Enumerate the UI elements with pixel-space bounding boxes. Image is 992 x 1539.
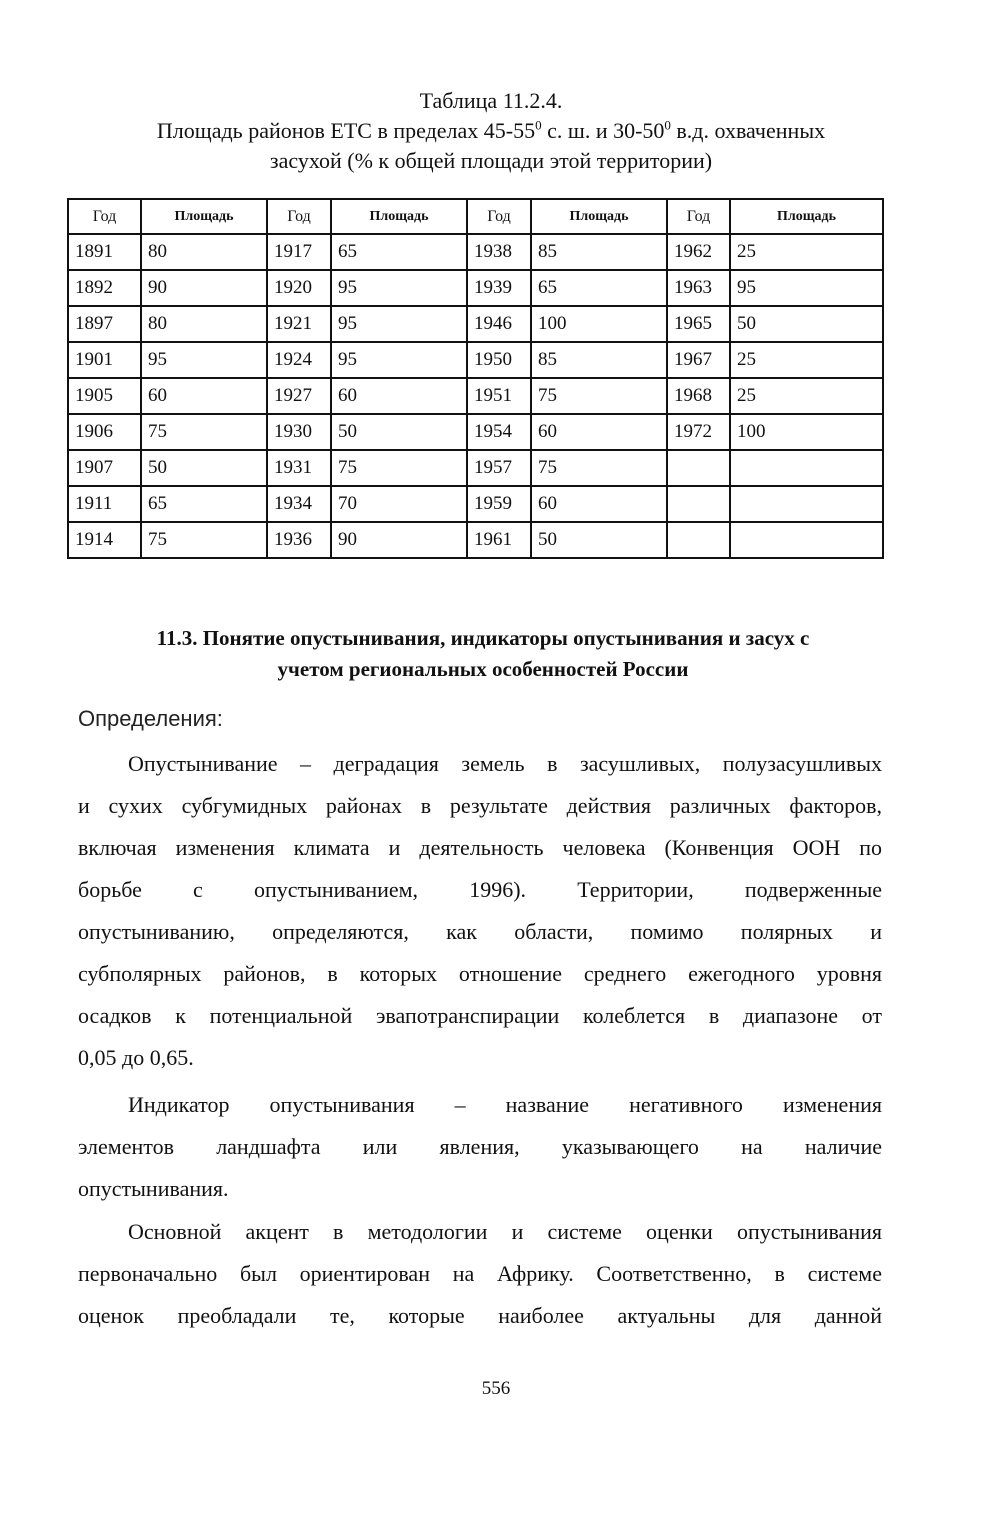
text-line: первоначально был ориентирован на Африку. Соответственно, в системе	[78, 1261, 882, 1286]
text-line: включая изменения климата и деятельность человека (Конвенция ООН по	[78, 835, 882, 860]
text-line: оценок преобладали те, которые наиболее актуальны для данной	[78, 1303, 882, 1328]
year-cell: 1931	[267, 450, 331, 486]
area-cell: 80	[141, 306, 267, 342]
drought-area-table	[67, 198, 884, 559]
text-line: Индикатор опустынивания – название негативного изменения	[128, 1092, 882, 1117]
year-cell: 1906	[68, 414, 141, 450]
year-cell: 1938	[467, 234, 531, 270]
table-row	[68, 270, 883, 306]
year-cell: 1905	[68, 378, 141, 414]
header-area: Площадь	[730, 199, 883, 234]
year-cell: 1892	[68, 270, 141, 306]
section-heading-line-2: учетом региональных особенностей России	[277, 657, 689, 681]
year-cell: 1934	[267, 486, 331, 522]
text-line: Основной акцент в методологии и системе оценки опустынивания	[128, 1219, 882, 1244]
paragraph-desertification	[78, 743, 882, 1079]
header-year: Год	[467, 199, 531, 234]
area-cell: 95	[331, 306, 467, 342]
area-cell: 95	[730, 270, 883, 306]
table-body	[68, 234, 883, 558]
text-line: борьбе с опустыниванием, 1996). Территории, подверженные	[78, 877, 882, 902]
table-row	[68, 342, 883, 378]
page-number: 556	[481, 1378, 511, 1399]
header-area: Площадь	[141, 199, 267, 234]
year-cell: 1930	[267, 414, 331, 450]
year-cell: 1972	[667, 414, 730, 450]
header-year: Год	[267, 199, 331, 234]
area-cell: 65	[531, 270, 667, 306]
text-line: 0,05 до 0,65.	[78, 1045, 194, 1070]
year-cell: 1946	[467, 306, 531, 342]
table-row	[68, 414, 883, 450]
year-cell: 1959	[467, 486, 531, 522]
year-cell: 1917	[267, 234, 331, 270]
area-cell: 25	[730, 378, 883, 414]
year-cell	[667, 450, 730, 486]
year-cell: 1921	[267, 306, 331, 342]
table-row	[68, 450, 883, 486]
year-cell: 1914	[68, 522, 141, 558]
area-cell	[730, 522, 883, 558]
year-cell: 1961	[467, 522, 531, 558]
text-line: опустыниванию, определяются, как области, помимо полярных и	[78, 919, 882, 944]
area-cell: 90	[141, 270, 267, 306]
area-cell: 95	[141, 342, 267, 378]
table-title-line-2: засухой (% к общей площади этой территории)	[269, 148, 713, 173]
area-cell: 60	[331, 378, 467, 414]
paragraph-methodology	[78, 1211, 882, 1337]
area-cell: 100	[531, 306, 667, 342]
table-row	[68, 378, 883, 414]
area-cell: 50	[141, 450, 267, 486]
area-cell: 25	[730, 342, 883, 378]
area-cell: 85	[531, 342, 667, 378]
year-cell: 1967	[667, 342, 730, 378]
table-row	[68, 522, 883, 558]
year-cell: 1901	[68, 342, 141, 378]
area-cell: 50	[730, 306, 883, 342]
text-line: осадков к потенциальной эвапотранспирации колеблется в диапазоне от	[78, 1003, 882, 1028]
header-area: Площадь	[331, 199, 467, 234]
definitions-label: Определения:	[78, 706, 223, 731]
table-header-row	[68, 199, 883, 234]
year-cell	[667, 486, 730, 522]
table-row	[68, 234, 883, 270]
header-year: Год	[68, 199, 141, 234]
year-cell: 1950	[467, 342, 531, 378]
year-cell: 1954	[467, 414, 531, 450]
table-title-line-1: Площадь районов ЕТС в пределах $45-55^0$ с. ш. и $30-50^0$ в.д. охваченных	[156, 117, 826, 143]
year-cell	[667, 522, 730, 558]
year-cell: 1965	[667, 306, 730, 342]
area-cell: 80	[141, 234, 267, 270]
area-cell: 25	[730, 234, 883, 270]
year-cell: 1951	[467, 378, 531, 414]
year-cell: 1957	[467, 450, 531, 486]
area-cell: 50	[531, 522, 667, 558]
area-cell: 75	[141, 414, 267, 450]
area-cell: 70	[331, 486, 467, 522]
area-cell	[730, 486, 883, 522]
table-row	[68, 306, 883, 342]
table-row	[68, 486, 883, 522]
text-line: элементов ландшафта или явления, указывающего на наличие	[78, 1134, 882, 1159]
year-cell: 1897	[68, 306, 141, 342]
year-cell: 1911	[68, 486, 141, 522]
text-line: опустынивания.	[78, 1176, 229, 1201]
year-cell: 1920	[267, 270, 331, 306]
area-cell: 75	[141, 522, 267, 558]
area-cell	[730, 450, 883, 486]
section-heading-line-1: 11.3. Понятие опустынивания, индикаторы опустынивания и засух с	[156, 626, 810, 650]
area-cell: 95	[331, 342, 467, 378]
section-heading	[78, 623, 888, 685]
area-cell: 60	[531, 414, 667, 450]
header-year: Год	[667, 199, 730, 234]
year-cell: 1891	[68, 234, 141, 270]
area-cell: 75	[531, 378, 667, 414]
header-area: Площадь	[531, 199, 667, 234]
year-cell: 1963	[667, 270, 730, 306]
year-cell: 1924	[267, 342, 331, 378]
area-cell: 100	[730, 414, 883, 450]
year-cell: 1968	[667, 378, 730, 414]
year-cell: 1939	[467, 270, 531, 306]
area-cell: 90	[331, 522, 467, 558]
area-cell: 60	[141, 378, 267, 414]
year-cell: 1907	[68, 450, 141, 486]
area-cell: 75	[331, 450, 467, 486]
area-cell: 95	[331, 270, 467, 306]
year-cell: 1962	[667, 234, 730, 270]
area-cell: 75	[531, 450, 667, 486]
table-label: Таблица 11.2.4.	[419, 88, 563, 113]
text-line: и сухих субгумидных районах в результате действия различных факторов,	[78, 793, 882, 818]
text-line: Опустынивание – деградация земель в засушливых, полузасушливых	[128, 751, 882, 776]
area-cell: 85	[531, 234, 667, 270]
area-cell: 65	[141, 486, 267, 522]
area-cell: 65	[331, 234, 467, 270]
area-cell: 60	[531, 486, 667, 522]
text-line: субполярных районов, в которых отношение среднего ежегодного уровня	[78, 961, 882, 986]
area-cell: 50	[331, 414, 467, 450]
year-cell: 1927	[267, 378, 331, 414]
year-cell: 1936	[267, 522, 331, 558]
paragraph-indicator	[78, 1084, 882, 1210]
table-caption	[80, 86, 902, 176]
